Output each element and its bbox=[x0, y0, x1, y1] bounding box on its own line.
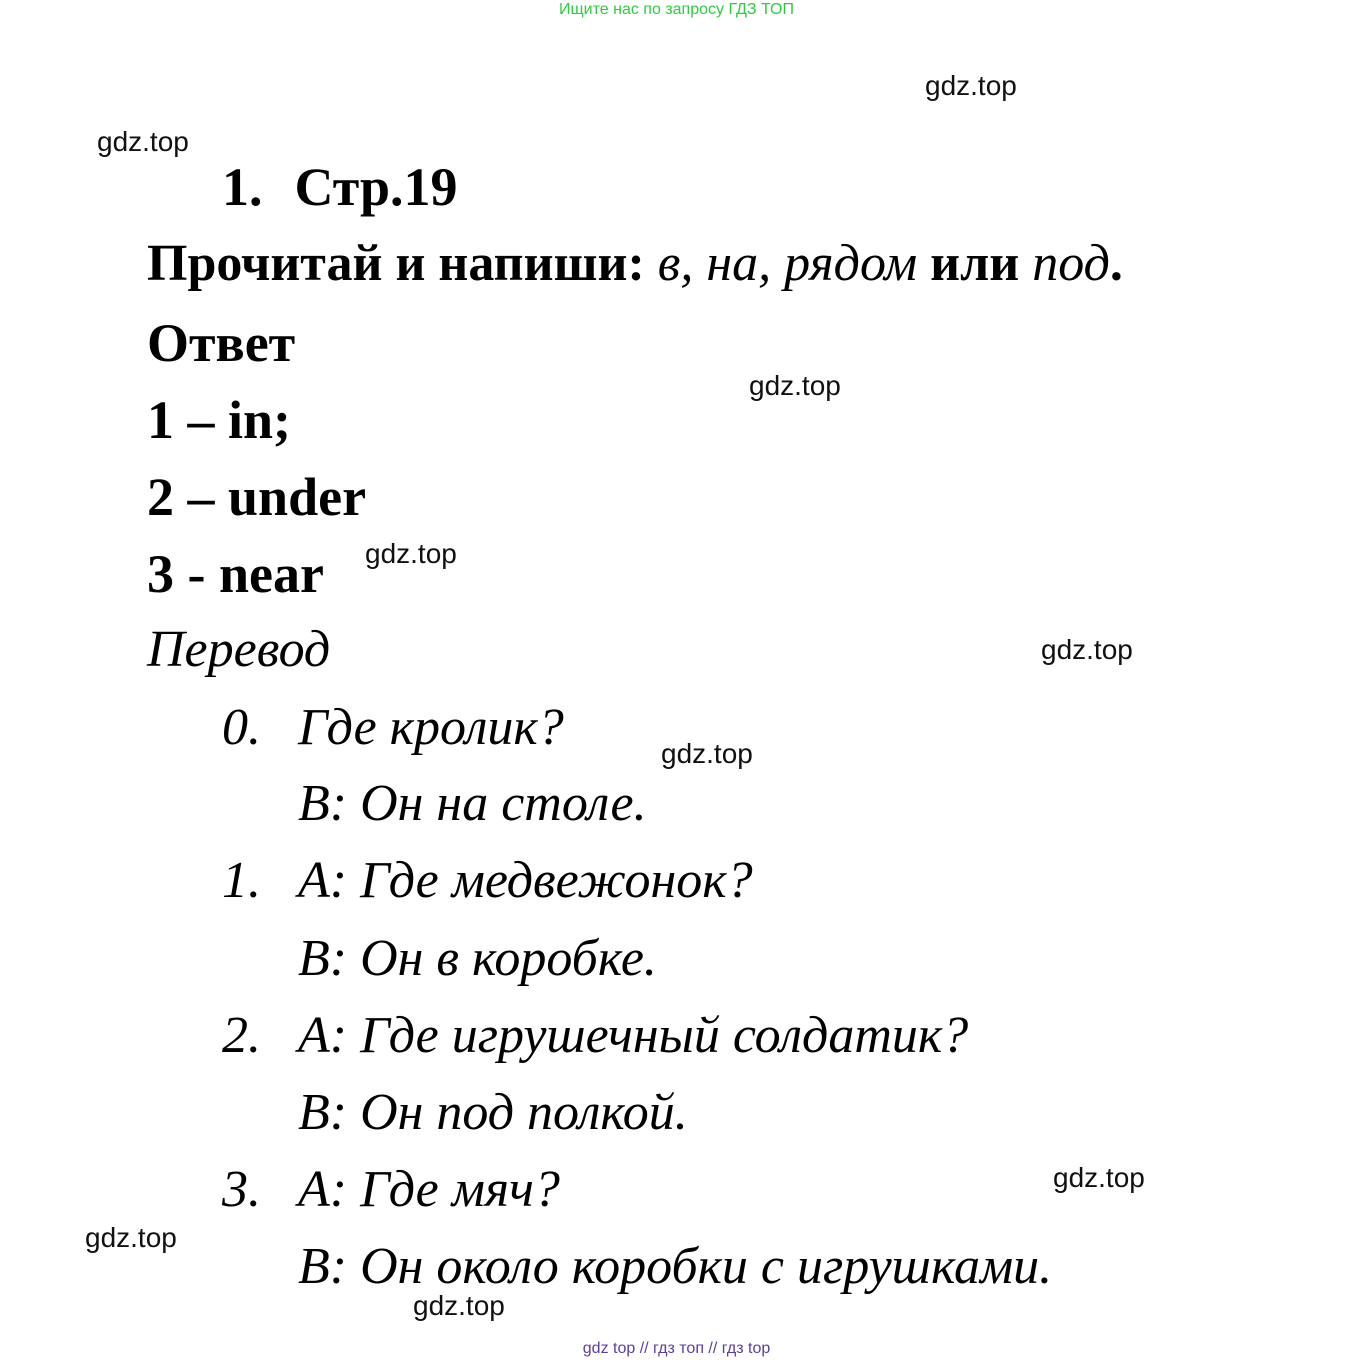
answer-title: Ответ bbox=[147, 313, 296, 373]
watermark: gdz.top bbox=[1053, 1162, 1145, 1193]
task-option: рядом bbox=[784, 235, 918, 292]
translation-question: A: Где игрушечный солдатик? bbox=[298, 1007, 969, 1064]
task-end: . bbox=[1109, 235, 1123, 292]
task-option: в, bbox=[657, 235, 694, 292]
translation-answer: B: Он около коробки с игрушками. bbox=[298, 1238, 1053, 1295]
task-instruction bbox=[147, 234, 1123, 293]
watermark: gdz.top bbox=[1041, 634, 1133, 665]
translation-answer: B: Он под полкой. bbox=[298, 1084, 688, 1141]
top-banner[interactable]: Ищите нас по запросу ГДЗ ТОП bbox=[559, 1, 794, 18]
translation-question: Где кролик? bbox=[298, 699, 564, 756]
translation-number: 0. bbox=[222, 699, 261, 756]
translation-title: Перевод bbox=[147, 621, 331, 678]
translation-line bbox=[222, 851, 753, 910]
task-or: или bbox=[930, 235, 1020, 292]
watermark: gdz.top bbox=[661, 738, 753, 769]
watermark: gdz.top bbox=[749, 370, 841, 401]
watermark: gdz.top bbox=[413, 1290, 505, 1321]
translation-number: 2. bbox=[222, 1007, 261, 1064]
translation-line bbox=[222, 698, 564, 757]
exercise-heading bbox=[222, 156, 458, 218]
translation-line bbox=[222, 1006, 968, 1065]
page-reference: Стр.19 bbox=[294, 157, 458, 217]
task-option: под bbox=[1032, 235, 1110, 292]
footer-links[interactable]: gdz top // гдз топ // гдз top bbox=[582, 1340, 771, 1357]
exercise-number: 1. bbox=[222, 157, 263, 217]
translation-line bbox=[222, 1160, 560, 1219]
watermark: gdz.top bbox=[85, 1222, 177, 1253]
translation-answer: B: Он в коробке. bbox=[298, 930, 657, 987]
task-prefix: Прочитай и напиши: bbox=[147, 235, 645, 292]
translation-question: A: Где медвежонок? bbox=[298, 852, 753, 909]
watermark: gdz.top bbox=[925, 70, 1017, 101]
translation-question: A: Где мяч? bbox=[298, 1161, 560, 1218]
answer-item: 2 – under bbox=[147, 467, 367, 527]
answer-item: 3 - near bbox=[147, 544, 324, 604]
answer-item: 1 – in; bbox=[147, 390, 292, 450]
translation-number: 3. bbox=[222, 1161, 261, 1218]
translation-number: 1. bbox=[222, 852, 261, 909]
watermark: gdz.top bbox=[365, 538, 457, 569]
translation-answer: B: Он на столе. bbox=[298, 775, 647, 832]
task-option: на, bbox=[706, 235, 772, 292]
watermark: gdz.top bbox=[97, 126, 189, 157]
